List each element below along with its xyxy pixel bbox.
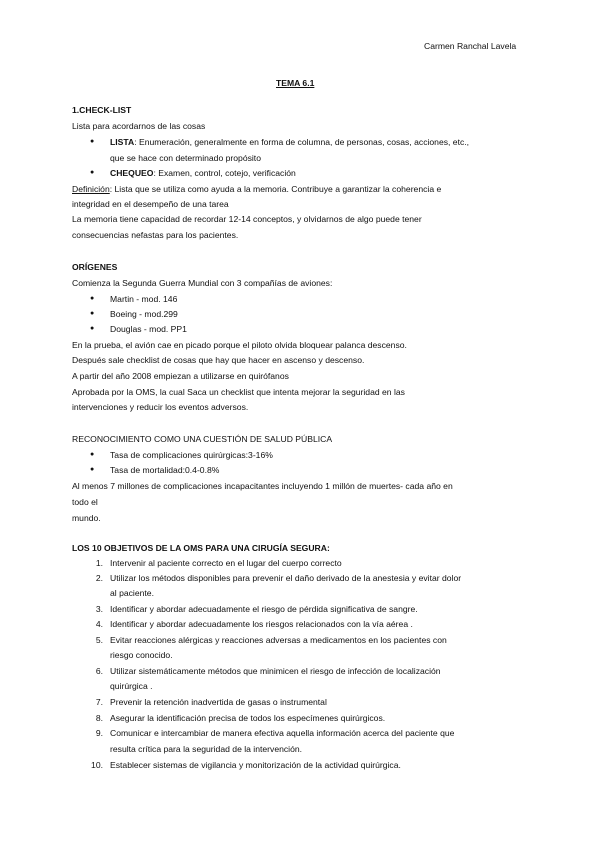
list-item: 1. Intervenir al paciente correcto en el lugar del cuerpo correcto [95,558,342,568]
list-item-continuation: riesgo conocido. [110,650,173,660]
paragraph: Lista para acordarnos de las cosas [72,121,206,131]
list-item: ● CHEQUEO: Examen, control, cotejo, verificación [110,167,296,179]
paragraph: mundo. [72,513,101,523]
list-item: 8. Asegurar la identificación precisa de todos los especímenes quirúrgicos. [95,713,386,723]
paragraph: A partir del año 2008 empiezan a utilizarse en quirófanos [72,371,289,381]
list-item: 7. Prevenir la retención inadvertida de gasas o instrumental [95,697,327,707]
section-heading-objetivos: LOS 10 OBJETIVOS DE LA OMS PARA UNA CIRUGÍA SEGURA: [72,543,330,553]
author-name: Carmen Ranchal Lavela [424,41,517,51]
list-item: ● Boeing - mod.299 [110,308,178,320]
list-item: 10. Establecer sistemas de vigilancia y monitorización de la actividad quirúrgica. [91,760,401,770]
list-item: 2. Utilizar los métodos disponibles para prevenir el daño derivado de la anestesia y evitar dolor [95,573,462,583]
section-heading-origenes: ORÍGENES [72,262,118,272]
paragraph: todo el [72,497,98,507]
list-item: 6. Utilizar sistemáticamente métodos que minimicen el riesgo de infección de localización [95,666,441,676]
list-item-continuation: resulta crítica para la seguridad de la intervención. [110,744,303,754]
list-item: 4. Identificar y abordar adecuadamente los riesgos relacionados con la vía aérea . [95,619,413,629]
paragraph: Después sale checklist de cosas que hay que hacer en ascenso y descenso. [72,355,365,365]
paragraph: Comienza la Segunda Guerra Mundial con 3 compañías de aviones: [72,278,333,288]
list-item: 5. Evitar reacciones alérgicas y reacciones adversas a medicamentos en los pacientes con [95,635,447,645]
list-item-continuation: que se hace con determinado propósito [110,153,261,163]
section-heading-checklist: 1.CHECK-LIST [72,105,132,115]
paragraph: intervenciones y reducir los eventos adversos. [72,402,249,412]
section-heading-reconocimiento: RECONOCIMIENTO COMO UNA CUESTIÓN DE SALUD PÚBLICA [72,434,333,444]
list-item: ● Martin - mod. 146 [110,293,177,305]
list-item-continuation: quirúrgica . [110,681,153,691]
list-item: ● Douglas - mod. PP1 [110,323,187,335]
paragraph: consecuencias nefastas para los pacientes. [72,230,239,240]
list-item: 3. Identificar y abordar adecuadamente el riesgo de pérdida significativa de sangre. [95,604,418,614]
list-item: ● LISTA: Enumeración, generalmente en forma de columna, de personas, cosas, acciones, etc., [110,136,469,148]
list-item: ● Tasa de complicaciones quirúrgicas:3-16% [110,449,273,461]
definition-continuation: integridad en el desempeño de una tarea [72,199,229,209]
paragraph: La memoria tiene capacidad de recordar 12-14 conceptos, y olvidarnos de algo puede tener [72,214,422,224]
list-item: ● Tasa de mortalidad:0.4-0.8% [110,464,219,476]
paragraph: Al menos 7 millones de complicaciones incapacitantes incluyendo 1 millón de muertes- cada año en [72,481,453,491]
paragraph: En la prueba, el avión cae en picado porque el piloto olvida bloquear palanca descenso. [72,340,407,350]
list-item: 9. Comunicar e intercambiar de manera efectiva aquella información acerca del paciente que [95,728,455,738]
list-item-continuation: al paciente. [110,588,154,598]
page-title: TEMA 6.1 [276,78,315,88]
paragraph: Aprobada por la OMS, la cual Saca un checklist que intenta mejorar la seguridad en las [72,387,405,397]
definition: Definición: Lista que se utiliza como ayuda a la memoria. Contribuye a garantizar la coherencia e [72,184,442,194]
